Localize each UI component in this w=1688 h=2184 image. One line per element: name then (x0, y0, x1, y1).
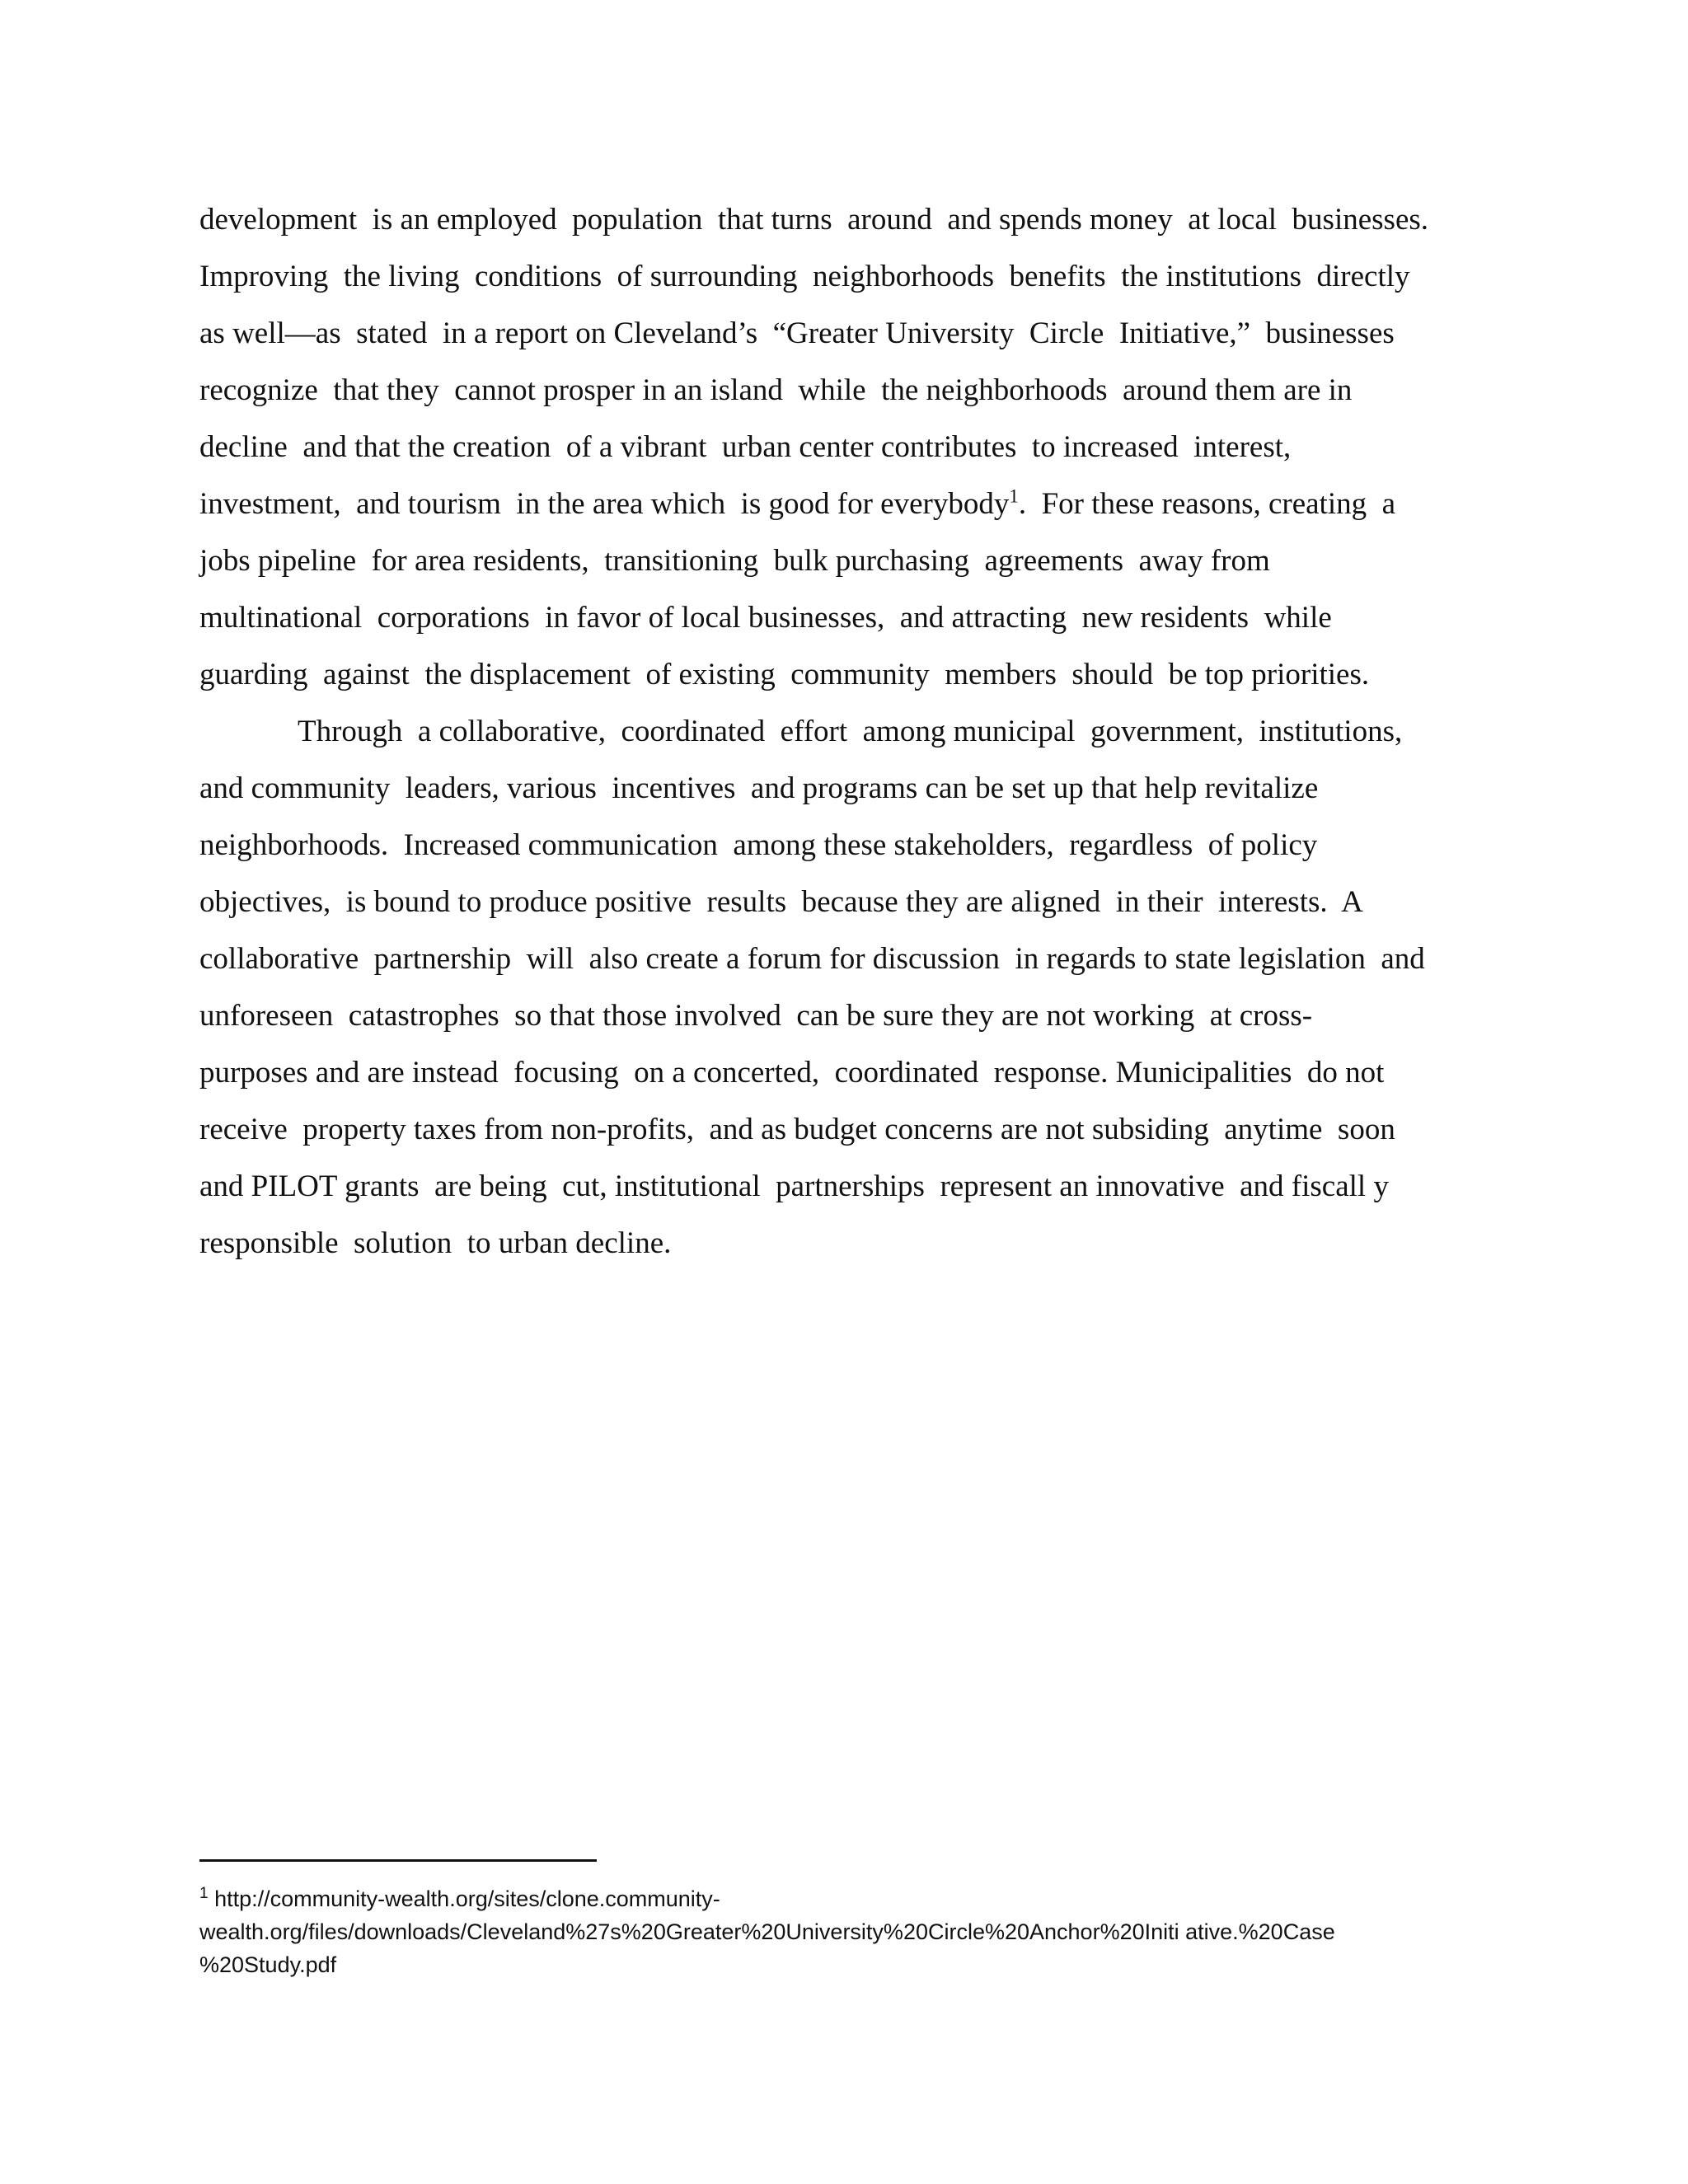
footnote-url-part[interactable]: %20Study.pdf (199, 1952, 337, 1977)
paragraph-1-line: jobs pipeline for area residents, transitioning bulk purchasing agreements away from (199, 544, 1270, 578)
footnote-url-part[interactable]: wealth.org/files/downloads/Cleveland%27s%20Greater%20University%20Circle%20Anchor%20Initi ative.%20Case (199, 1919, 1335, 1944)
paragraph-1-line: decline and that the creation of a vibrant urban center contributes to increased interest, (199, 430, 1292, 464)
paragraph-2-line: objectives, is bound to produce positive results because they are aligned in their interests. A (199, 885, 1363, 919)
paragraph-1-line-with-footnote (199, 476, 1493, 532)
footnote-url-part[interactable]: http://community-wealth.org/sites/clone.community- (208, 1886, 720, 1911)
paragraph-1-line: guarding against the displacement of existing community members should be top priorities. (199, 658, 1370, 691)
footnote (199, 1882, 1518, 1981)
paragraph-2-line: and PILOT grants are being cut, institutional partnerships represent an innovative and fiscall y (199, 1169, 1389, 1203)
body-text (199, 191, 1493, 1272)
paragraph-1-line: as well—as stated in a report on Cleveland’s “Greater University Circle Initiative,” businesses (199, 316, 1395, 350)
paragraph-1-line: development is an employed population that turns around and spends money at local businesses. (199, 203, 1429, 237)
paragraph-2-line: collaborative partnership will also create a forum for discussion in regards to state legislation and (199, 942, 1425, 976)
paragraph-1-line: Improving the living conditions of surrounding neighborhoods benefits the institutions directly (199, 260, 1410, 293)
footnote-line (199, 1882, 1518, 1915)
paragraph-2-line: responsible solution to urban decline. (199, 1226, 672, 1260)
footnote-separator (199, 1859, 597, 1862)
paragraph-2-line: neighborhoods. Increased communication among these stakeholders, regardless of policy (199, 828, 1318, 862)
paragraph-2-line: Through a collaborative, coordinated effort among municipal government, institutions, (298, 715, 1403, 748)
paragraph-2-line: purposes and are instead focusing on a concerted, coordinated response. Municipalities do not (199, 1056, 1385, 1090)
footnote-reference[interactable]: 1 (1009, 485, 1019, 507)
paragraph-1-line-start: investment, and tourism in the area which is good for everybody (199, 487, 1010, 521)
paragraph-2-line: and community leaders, various incentives and programs can be set up that help revitalize (199, 771, 1319, 805)
paragraph-1-line: multinational corporations in favor of local businesses, and attracting new residents while (199, 601, 1332, 635)
paragraph-1-line-end: . For these reasons, creating a (1018, 487, 1396, 521)
paragraph-2-line: unforeseen catastrophes so that those involved can be sure they are not working at cross- (199, 999, 1313, 1033)
paragraph-2-line: receive property taxes from non-profits, and as budget concerns are not subsiding anytime soon (199, 1113, 1395, 1146)
footnote-mark: 1 (199, 1885, 209, 1902)
paragraph-1-line: recognize that they cannot prosper in an island while the neighborhoods around them are in (199, 373, 1353, 407)
